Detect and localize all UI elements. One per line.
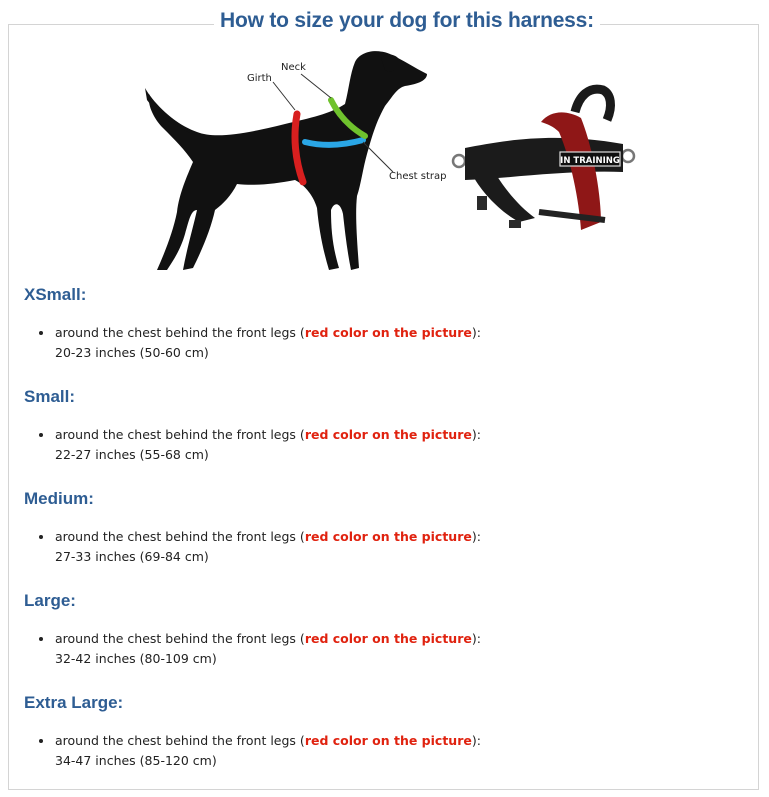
harness-image [453,89,634,230]
list-item [37,323,481,343]
harness-patch-label: IN TRAINING [560,156,620,166]
paren-open: ( [295,733,305,748]
bullet-icon [39,433,43,437]
size-details [37,425,481,465]
size-section [24,590,724,666]
list-item [37,629,481,649]
dog-silhouette-icon [145,51,427,270]
bullet-icon [39,637,43,641]
sizing-illustration [135,44,640,276]
list-item [37,731,481,751]
size-heading: XSmall: [24,285,87,304]
bullet-icon [39,739,43,743]
size-details [37,527,481,567]
size-measurement: 34-47 inches (85-120 cm) [55,753,217,768]
size-heading: Extra Large: [24,693,124,712]
size-section [24,488,724,564]
paren-open: ( [295,529,305,544]
size-measurement: 20-23 inches (50-60 cm) [55,345,209,360]
size-description: around the chest behind the front legs [55,733,296,748]
size-heading: Small: [24,387,76,406]
size-heading: Large: [24,591,76,610]
size-description: around the chest behind the front legs [55,427,296,442]
chest-strap-label: Chest strap [389,171,447,182]
size-description: around the chest behind the front legs [55,325,296,340]
size-description: around the chest behind the front legs [55,529,296,544]
red-highlight-note: red color on the picture [304,529,472,544]
red-highlight-note: red color on the picture [304,427,472,442]
paren-close: ): [471,427,481,442]
size-section [24,692,724,768]
size-details [37,323,481,363]
paren-close: ): [471,325,481,340]
red-highlight-note: red color on the picture [304,631,472,646]
list-item [37,527,481,547]
bullet-icon [39,535,43,539]
paren-open: ( [295,427,305,442]
size-section [24,386,724,462]
bullet-icon [39,331,43,335]
paren-close: ): [471,733,481,748]
neck-label: Neck [281,62,306,73]
size-heading: Medium: [24,489,94,508]
size-section [24,284,724,360]
size-measurement: 27-33 inches (69-84 cm) [55,549,209,564]
girth-label: Girth [247,73,272,84]
paren-open: ( [295,325,305,340]
paren-open: ( [295,631,305,646]
paren-close: ): [471,529,481,544]
size-details [37,731,481,771]
size-measurement: 32-42 inches (80-109 cm) [55,651,217,666]
red-highlight-note: red color on the picture [304,733,472,748]
size-measurement: 22-27 inches (55-68 cm) [55,447,209,462]
paren-close: ): [471,631,481,646]
red-highlight-note: red color on the picture [304,325,472,340]
size-details [37,629,481,669]
list-item [37,425,481,445]
size-description: around the chest behind the front legs [55,631,296,646]
page-title: How to size your dog for this harness: [214,9,600,33]
